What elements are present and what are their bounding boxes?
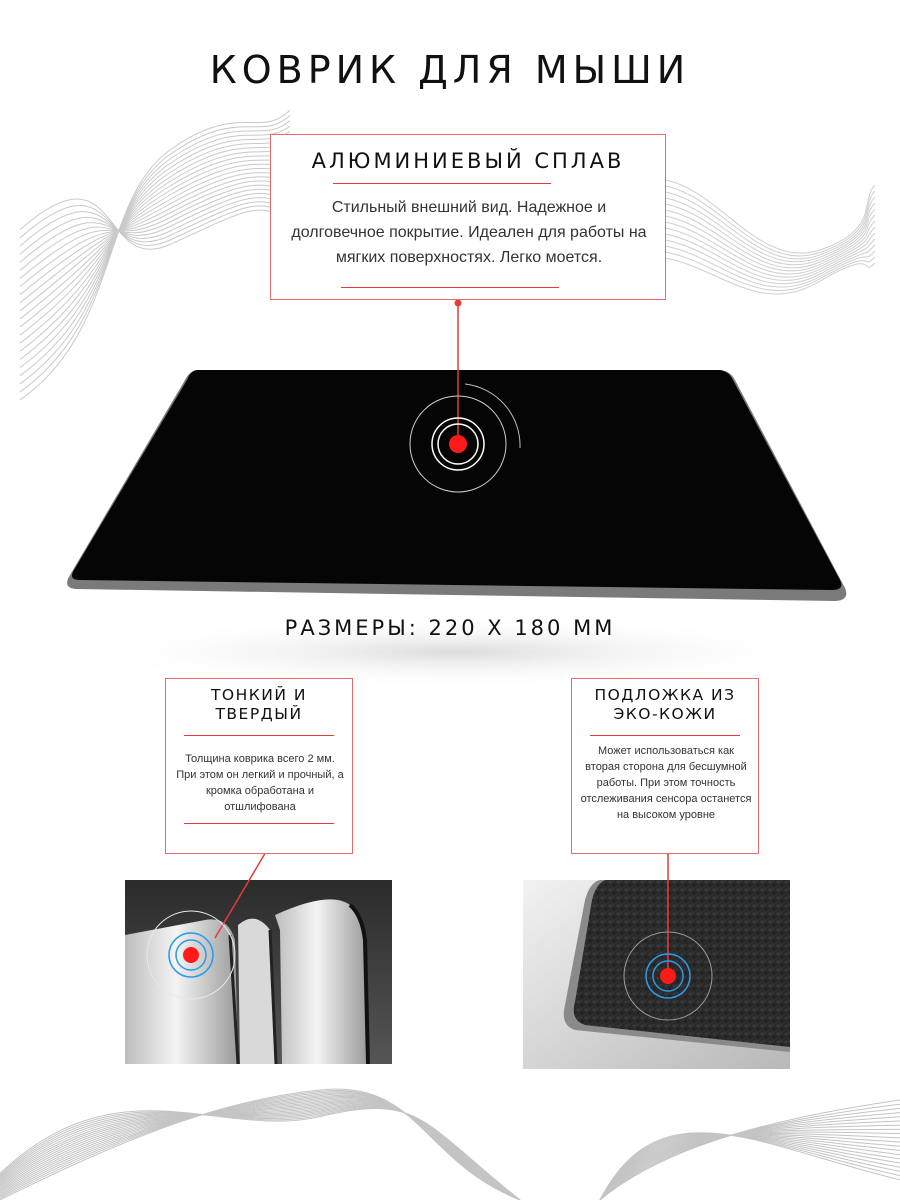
leather-closeup-image	[523, 880, 790, 1069]
feature-description: Толщина коврика всего 2 мм. При этом он легкий и прочный, а кромка обработана и отшлифована	[176, 753, 344, 813]
feature-card-thin	[165, 678, 353, 854]
divider	[184, 735, 334, 736]
edge-closeup-image	[125, 880, 392, 1064]
mouse-pad-image	[67, 370, 846, 601]
divider	[184, 823, 334, 824]
divider	[341, 287, 559, 288]
dimensions-label: РАЗМЕРЫ: 220 Х 180 ММ	[284, 616, 616, 640]
divider	[333, 183, 551, 184]
feature-card-aluminum	[270, 134, 666, 300]
feature-heading: АЛЮМИНИЕВЫЙ СПЛАВ	[311, 149, 625, 173]
divider	[590, 735, 740, 736]
page-title: КОВРИК ДЛЯ МЫШИ	[209, 48, 691, 92]
feature-heading: ТОНКИЙ И ТВЕРДЫЙ	[210, 686, 308, 723]
feature-description: Стильный внешний вид. Надежное и долговечное покрытие. Идеален для работы на мягких поверхностях. Легко моется.	[291, 199, 647, 266]
feature-description: Может использоваться как вторая сторона для бесшумной работы. При этом точность отслеживания сенсора останется на высоком уровне	[580, 745, 752, 821]
callout-dot	[455, 300, 462, 307]
feature-card-leather	[571, 678, 759, 854]
feature-heading: ПОДЛОЖКА ИЗ ЭКО-КОЖИ	[594, 686, 736, 723]
